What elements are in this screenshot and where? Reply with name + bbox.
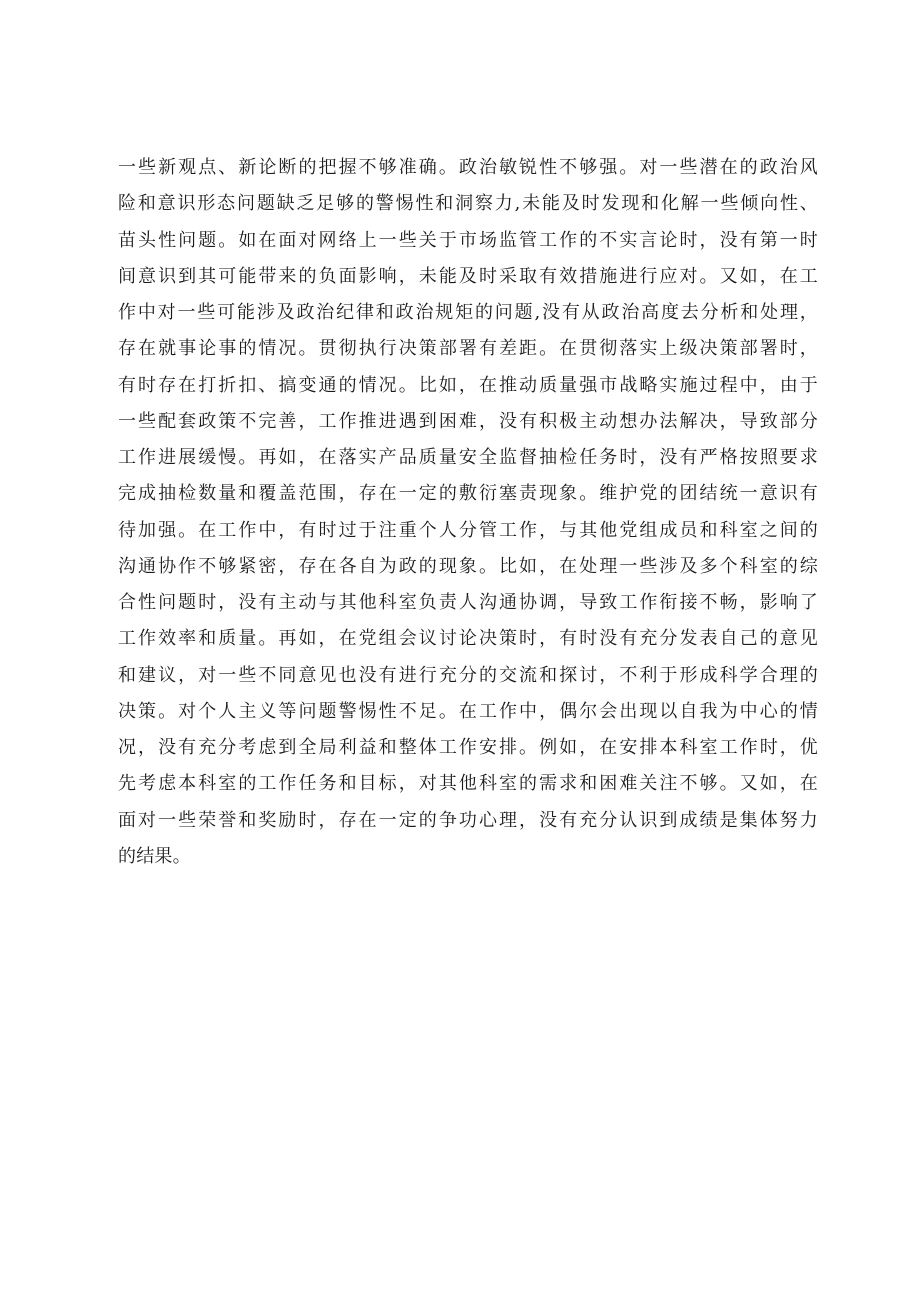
text-line-11: 待加强。在工作中，有时过于注重个人分管工作，与其他党组成员和科室之间的 bbox=[118, 519, 818, 541]
text-line-6: 存在就事论事的情况。贯彻执行决策部署有差距。在贯彻落实上级决策部署时， bbox=[118, 338, 818, 360]
text-line-4: 间意识到其可能带来的负面影响，未能及时采取有效措施进行应对。又如，在工 bbox=[118, 265, 818, 287]
text-line-16: 决策。对个人主义等问题警惕性不足。在工作中，偶尔会出现以自我为中心的情 bbox=[118, 700, 818, 722]
document-body bbox=[118, 150, 818, 875]
text-line-14: 工作效率和质量。再如，在党组会议讨论决策时，有时没有充分发表自己的意见 bbox=[118, 628, 818, 650]
text-line-7: 有时存在打折扣、搞变通的情况。比如，在推动质量强市战略实施过程中，由于 bbox=[118, 374, 818, 396]
text-line-1: 一些新观点、新论断的把握不够准确。政治敏锐性不够强。对一些潜在的政治风 bbox=[118, 157, 818, 178]
text-line-17: 况，没有充分考虑到全局利益和整体工作安排。例如，在安排本科室工作时，优 bbox=[118, 737, 818, 758]
text-line-19: 面对一些荣誉和奖励时，存在一定的争功心理，没有充分认识到成绩是集体努力 bbox=[118, 809, 818, 831]
text-line-12: 沟通协作不够紧密，存在各自为政的现象。比如，在处理一些涉及多个科室的综 bbox=[118, 555, 818, 577]
text-line-10: 完成抽检数量和覆盖范围，存在一定的敷衍塞责现象。维护党的团结统一意识有 bbox=[118, 483, 818, 505]
text-line-3: 苗头性问题。如在面对网络上一些关于市场监管工作的不实言论时，没有第一时 bbox=[118, 229, 818, 251]
text-line-2: 险和意识形态问题缺乏足够的警惕性和洞察力,未能及时发现和化解一些倾向性、 bbox=[118, 193, 818, 215]
text-line-13: 合性问题时，没有主动与其他科室负责人沟通协调，导致工作衔接不畅，影响了 bbox=[118, 592, 818, 613]
text-line-9: 工作进展缓慢。再如，在落实产品质量安全监督抽检任务时，没有严格按照要求 bbox=[118, 447, 818, 468]
text-line-5: 作中对一些可能涉及政治纪律和政治规矩的问题,没有从政治高度去分析和处理， bbox=[118, 302, 818, 323]
text-line-18: 先考虑本科室的工作任务和目标，对其他科室的需求和困难关注不够。又如，在 bbox=[118, 773, 818, 795]
text-line-8: 一些配套政策不完善，工作推进遇到困难，没有积极主动想办法解决，导致部分 bbox=[118, 410, 818, 432]
text-line-20: 的结果。 bbox=[118, 845, 191, 867]
text-line-15: 和建议，对一些不同意见也没有进行充分的交流和探讨，不利于形成科学合理的 bbox=[118, 664, 818, 686]
